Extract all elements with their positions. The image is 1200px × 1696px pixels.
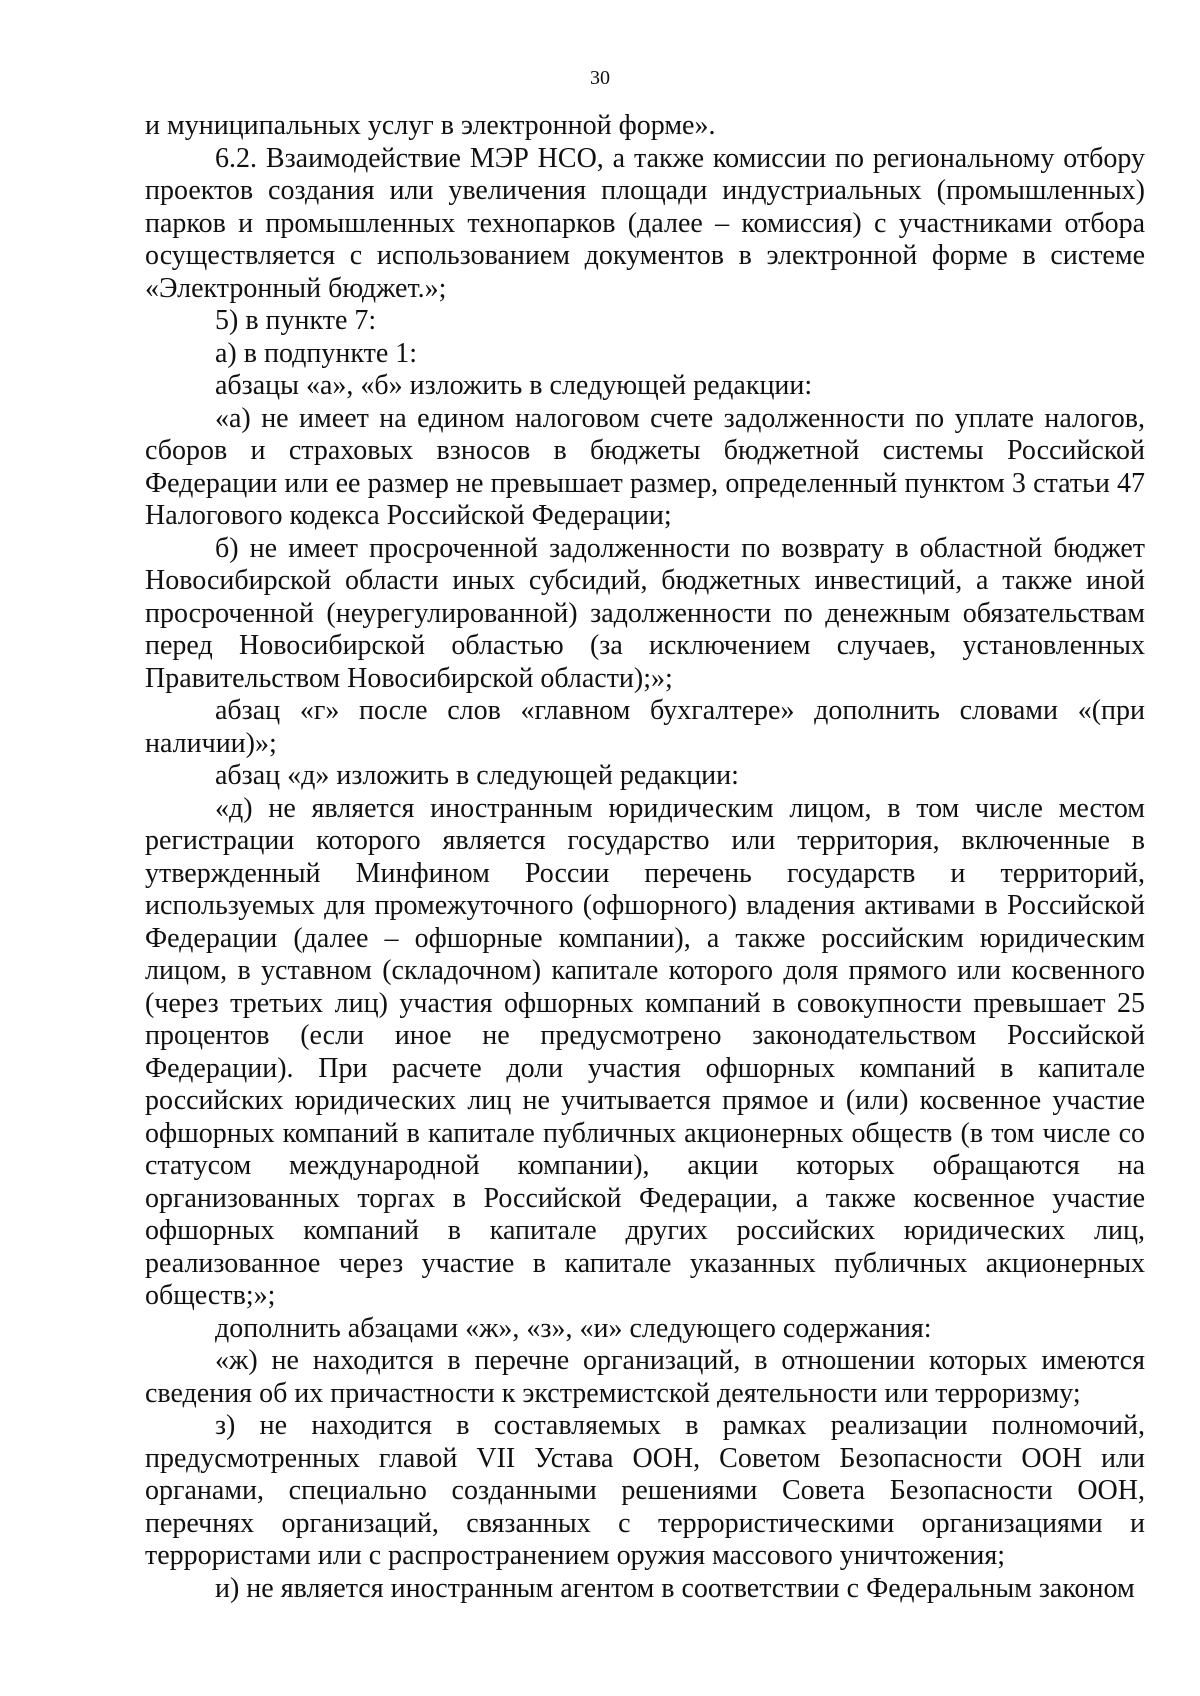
paragraph: абзац «д» изложить в следующей редакции: [215, 760, 739, 791]
paragraph: и муниципальных услуг в электронной форме». [145, 110, 716, 141]
paragraph: 5) в пункте 7: [215, 305, 377, 336]
paragraph: «д) не является иностранным юридическим лицом, в том числе местом регистрации которого является государство или территория, включенные в утвержденный Минфином России перечень государств и территорий, используемых для промежуточного (офшорного) владения активами в Российской Федерации (далее – офшорные компании), а также российским юридическим лицом, в уставном (складочном) капитале которого доля прямого или косвенного (через третьих лиц) участия офшорных компаний в совокупности превышает 25 процентов (если иное не предусмотрено законодательством Российской Федерации). При расчете доли участия офшорных компаний в капитале российских юридических лиц не учитывается прямое и (или) косвенное участие офшорных компаний в капитале публичных акционерных обществ (в том числе со статусом международной компании), акции которых обращаются на организованных торгах в Российской Федерации, а также косвенное участие офшорных компаний в капитале других российских юридических лиц, реализованное через участие в капитале указанных публичных акционерных обществ;»; [145, 792, 1145, 1311]
paragraph: дополнить абзацами «ж», «з», «и» следующего содержания: [215, 1312, 932, 1344]
paragraph: 6.2. Взаимодействие МЭР НСО, а также комиссии по региональному отбору проектов создания или увеличения площади индустриальных (промышленных) парков и промышленных технопарков (далее – комиссия) с участниками отбора осуществляется с использованием документов в электронной форме в системе «Электронный бюджет.»; [145, 142, 1145, 304]
document-body [145, 110, 1145, 1605]
paragraph: з) не находится в составляемых в рамках реализации полномочий, предусмотренных главой VII Устава ООН, Советом Безопасности ООН или органами, специально созданными решениями Совета Безопасности ООН, перечнях организаций, связанных с террористическими организациями и террористами или с распространением оружия массового уничтожения; [145, 1410, 1145, 1571]
paragraph: «а) не имеет на едином налоговом счете задолженности по уплате налогов, сборов и страховых взносов в бюджеты бюджетной системы Российской Федерации или ее размер не превышает размер, определенный пунктом 3 статьи 47 Налогового кодекса Российской Федерации; [145, 402, 1145, 531]
paragraph: «ж) не находится в перечне организаций, в отношении которых имеются сведения об их причастности к экстремистской деятельности или терроризму; [145, 1345, 1145, 1409]
paragraph: а) в подпункте 1: [215, 337, 418, 369]
paragraph: б) не имеет просроченной задолженности по возврату в областной бюджет Новосибирской области иных субсидий, бюджетных инвестиций, а также иной просроченной (неурегулированной) задолженности по денежным обязательствам перед Новосибирской областью (за исключением случаев, установленных Правительством Новосибирской области);»; [145, 532, 1145, 694]
paragraph: абзацы «а», «б» изложить в следующей редакции: [215, 370, 813, 401]
paragraph: абзац «г» после слов «главном бухгалтере» дополнить словами «(при наличии)»; [145, 695, 1145, 759]
page-number: 30 [590, 67, 610, 89]
paragraph: и) не является иностранным агентом в соответствии с Федеральным законом [215, 1572, 1135, 1604]
